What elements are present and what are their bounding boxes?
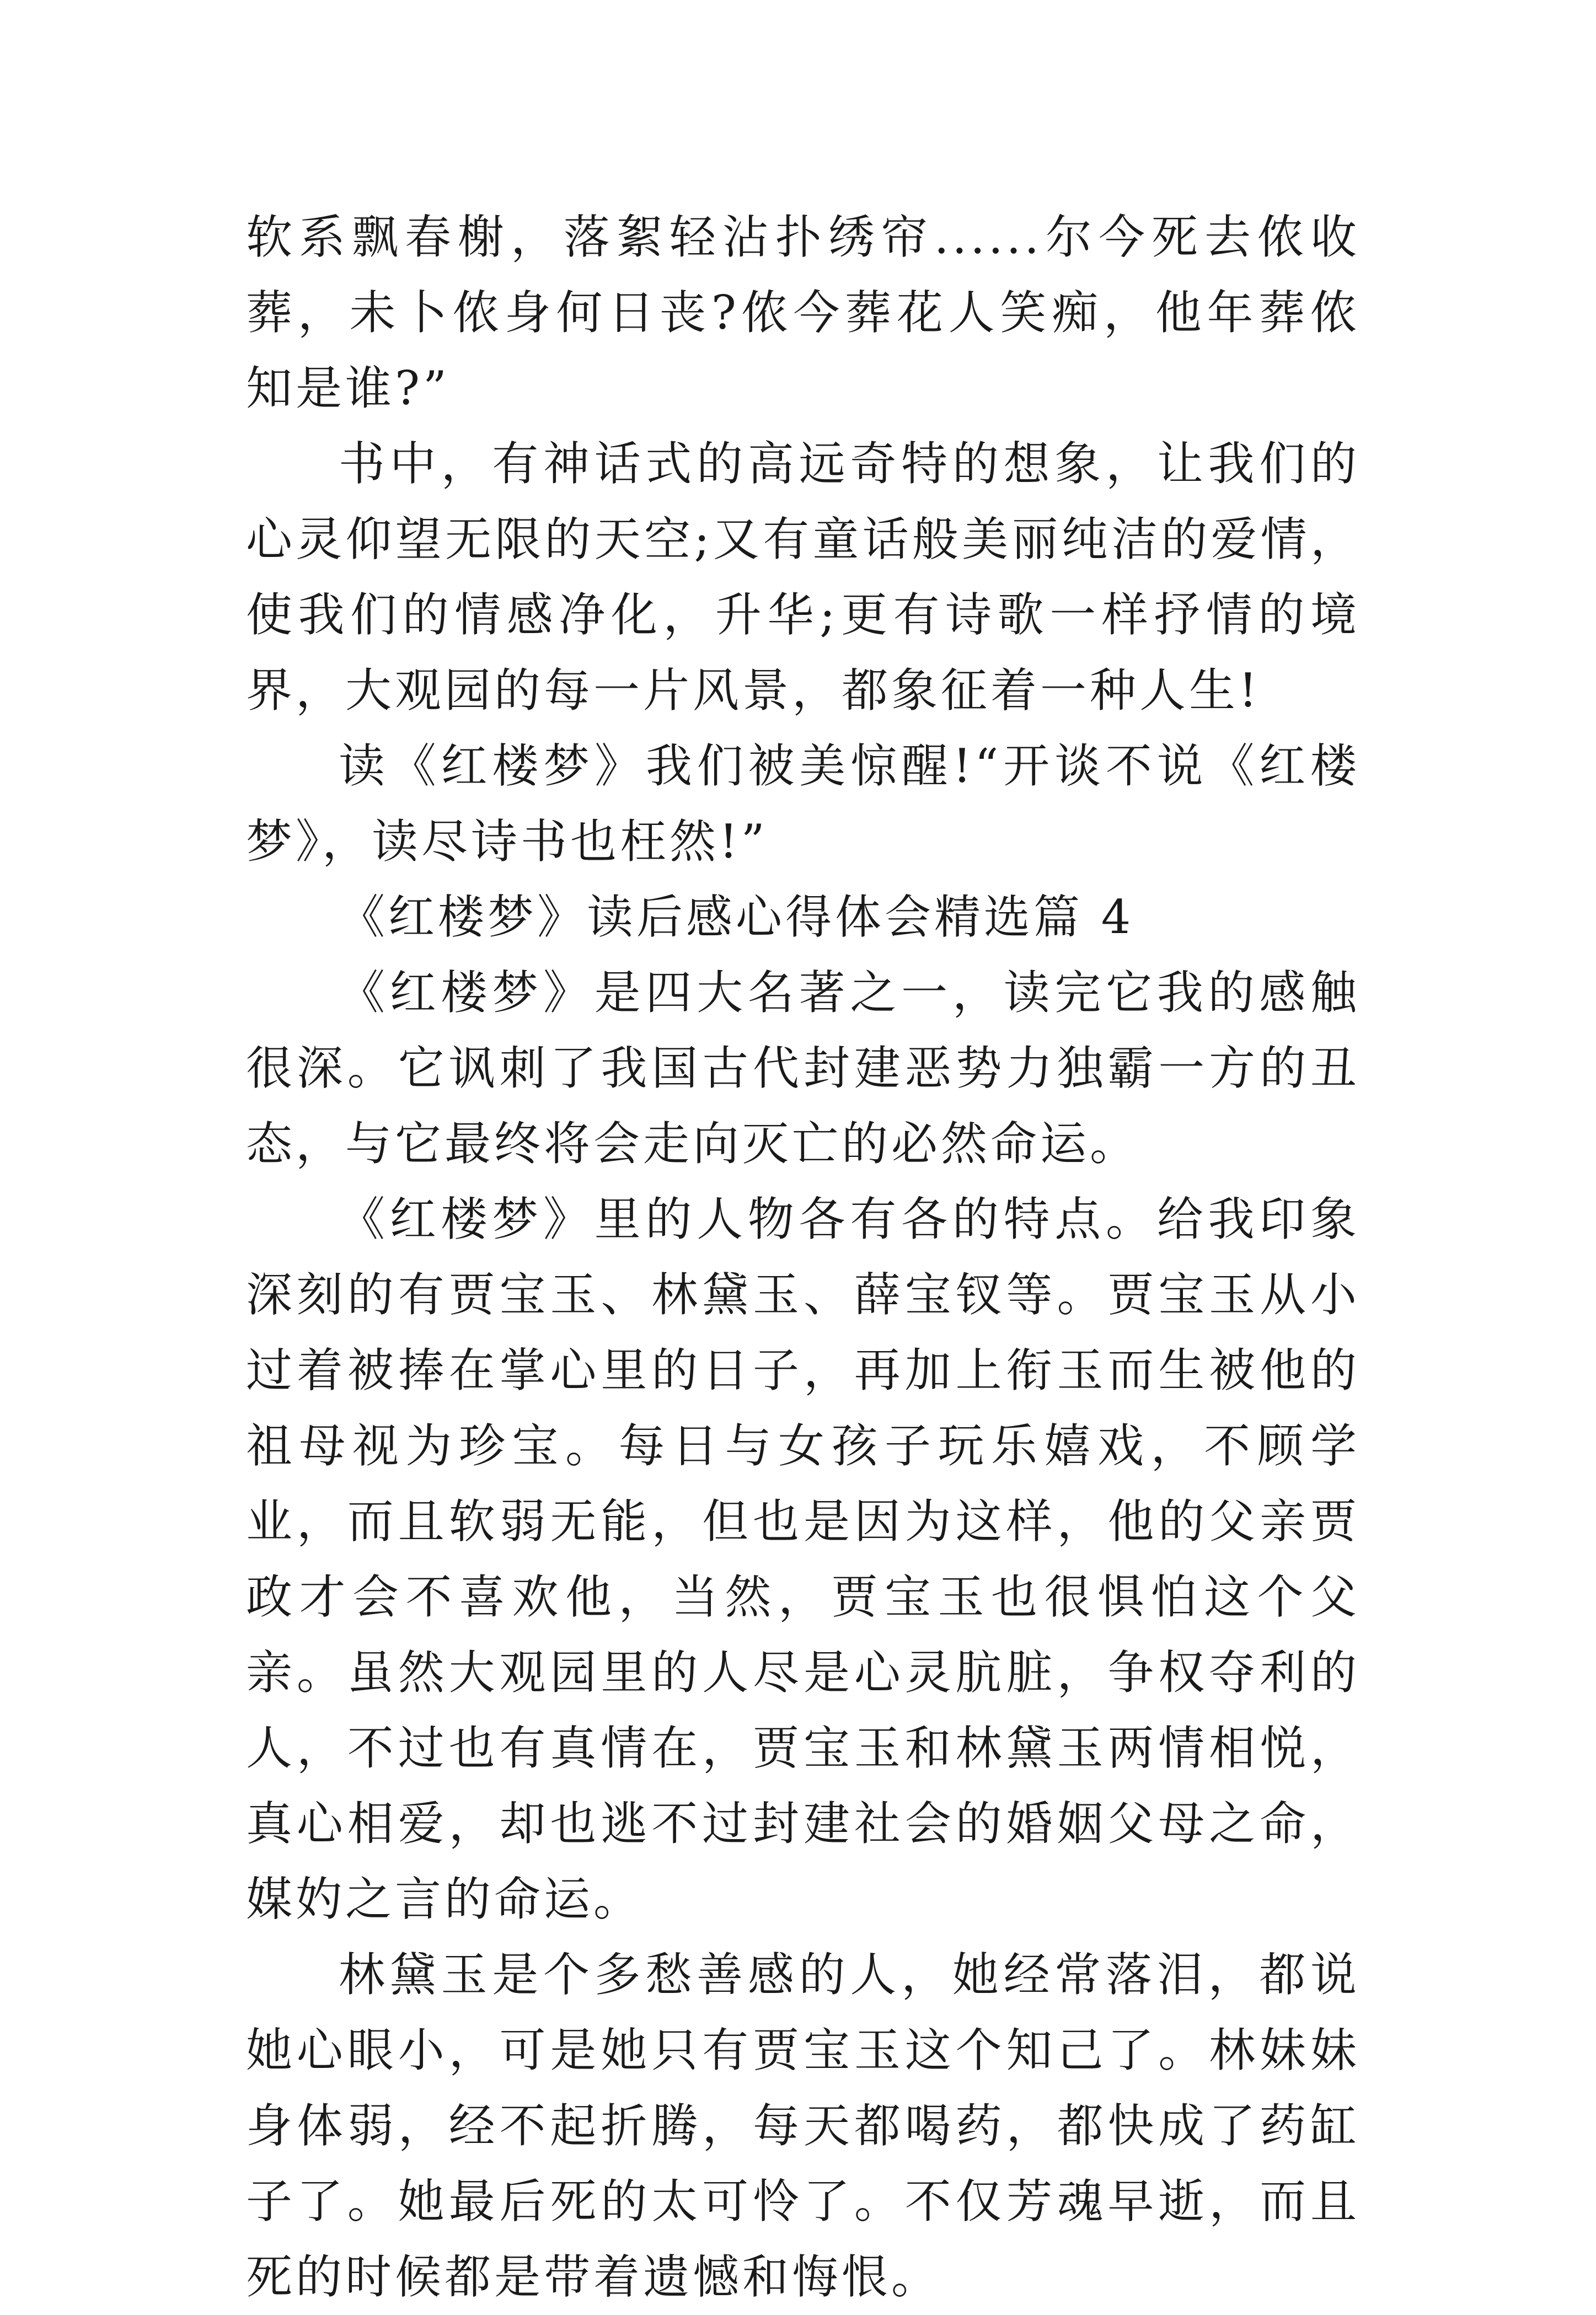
paragraph: 读《红楼梦》我们被美惊醒!“开谈不说《红楼梦》，读尽诗书也枉然!” — [246, 739, 1360, 869]
section-heading: 《红楼梦》读后感心得体会精选篇 4 — [339, 890, 1134, 944]
paragraph: 林黛玉是个多愁善感的人，她经常落泪，都说她心眼小，可是她只有贾宝玉这个知己了。林妹妹身体弱，经不起折腾，每天都喝药，都快成了药缸子了。她最后死的太可怜了。不仅芳魂早逝，而且死的时候都是带着遗憾和悔恨。 — [246, 1948, 1360, 2304]
paragraph: 书中，有神话式的高远奇特的想象，让我们的心灵仰望无限的天空;又有童话般美丽纯洁的爱情，使我们的情感净化，升华;更有诗歌一样抒情的境界，大观园的每一片风景，都象征着一种人生! — [246, 437, 1360, 717]
paragraph: 《红楼梦》是四大名著之一，读完它我的感触很深。它讽刺了我国古代封建恶势力独霸一方的丑态，与它最终将会走向灭亡的必然命运。 — [246, 966, 1360, 1171]
document-body — [246, 200, 1360, 2315]
paragraph: 软系飘春榭，落絮轻沾扑绣帘......尔今死去侬收葬，未卜侬身何日丧?侬今葬花人笑痴，他年葬侬知是谁?” — [246, 210, 1360, 415]
paragraph: 《红楼梦》里的人物各有各的特点。给我印象深刻的有贾宝玉、林黛玉、薛宝钗等。贾宝玉从小过着被捧在掌心里的日子，再加上衔玉而生被他的祖母视为珍宝。每日与女孩子玩乐嬉戏，不顾学业，而且软弱无能，但也是因为这样，他的父亲贾政才会不喜欢他，当然，贾宝玉也很惧怕这个父亲。虽然大观园里的人尽是心灵肮脏，争权夺利的人，不过也有真情在，贾宝玉和林黛玉两情相悦，真心相爱，却也逃不过封建社会的婚姻父母之命，媒妁之言的命运。 — [246, 1192, 1360, 1926]
